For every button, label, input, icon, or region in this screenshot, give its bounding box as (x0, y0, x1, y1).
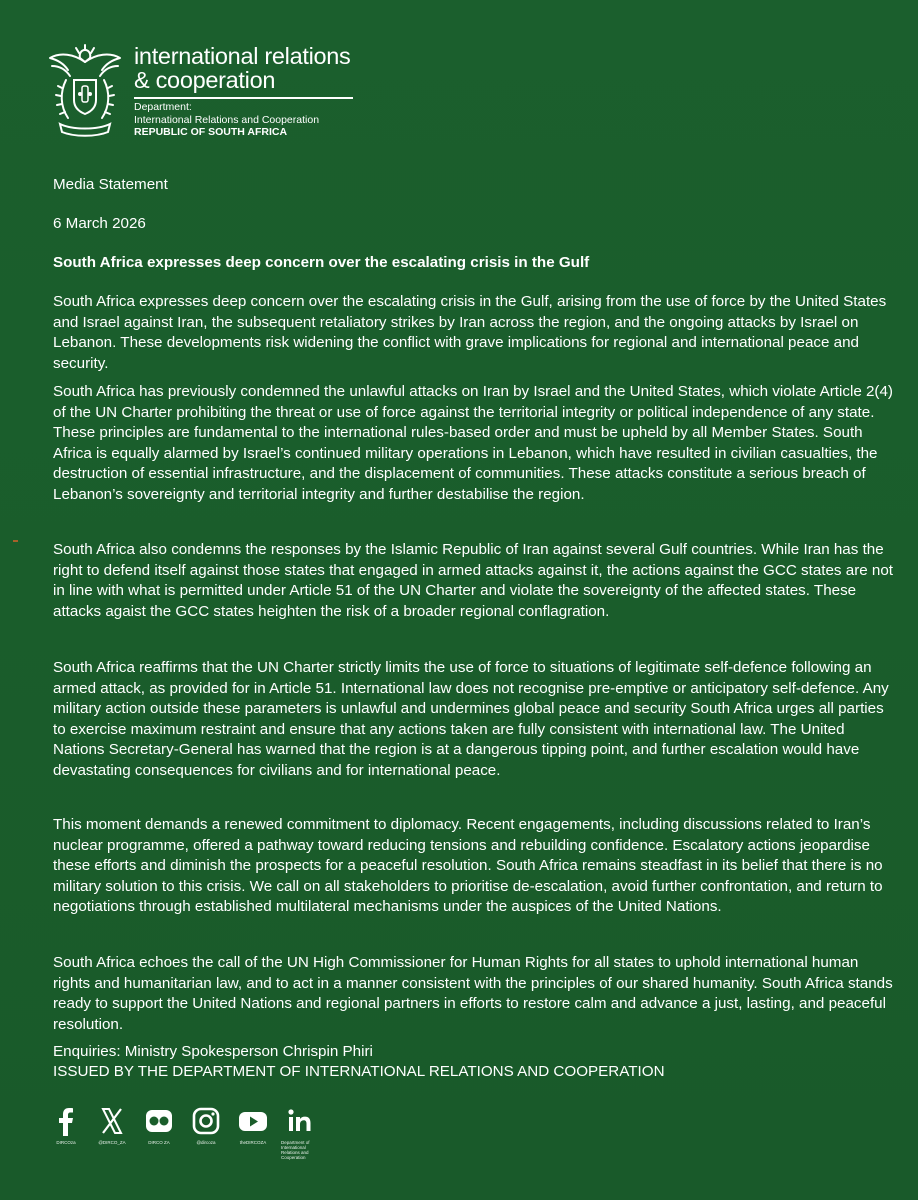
social-youtube[interactable] (230, 1106, 276, 1145)
org-name-line2: & cooperation (134, 67, 276, 93)
social-flickr[interactable] (136, 1106, 182, 1145)
flickr-icon (144, 1106, 174, 1136)
org-name-line1: international relations (134, 43, 351, 69)
coat-of-arms-icon (44, 44, 126, 140)
x-icon (98, 1106, 126, 1136)
header-divider (134, 97, 353, 99)
social-instagram[interactable] (183, 1106, 229, 1145)
instagram-icon (191, 1106, 221, 1136)
social-label: @dircoza (196, 1140, 216, 1145)
statement-headline: South Africa expresses deep concern over the escalating crisis in the Gulf (53, 254, 590, 271)
issued-by-line: ISSUED BY THE DEPARTMENT OF INTERNATIONAL RELATIONS AND COOPERATION (53, 1063, 665, 1080)
social-label: DIRCOza (56, 1140, 76, 1145)
paragraph: South Africa has previously condemned the unlawful attacks on Iran by Israel and the United States, which violate Article 2(4) of the UN Charter prohibiting the threat or use of force against the territorial integrity or political independence of any state. These principles are fundamental to the international rules-based order and must be upheld by all Member States. South Africa is equally alarmed by Israel’s continued military operations in Lebanon, which have resulted in civilian casualties, the destruction of essential infrastructure, and the displacement of communities. These attacks constitute a serious breach of Lebanon’s sovereignty and territorial integrity and further destabilise the region. (53, 383, 893, 503)
dept-label: Department: (134, 101, 192, 113)
paragraph: South Africa reaffirms that the UN Charter strictly limits the use of force to situations of legitimate self-defence following an armed attack, as provided for in Article 51. International law does not recognise pre-emptive or anticipatory self-defence. Any military action outside these parameters is unlawful and undermines global peace and security South Africa urges all parties to exercise maximum restraint and ensure that any actions taken are fully consistent with international law. The United Nations Secretary-General has warned that the region is at a dangerous tipping point, and further escalation would have devastating consequences for civilians and for international peace. (53, 659, 889, 779)
social-label: DIRCO ZA (148, 1140, 170, 1145)
social-media-bar (52, 1106, 322, 1160)
paragraph: South Africa expresses deep concern over the escalating crisis in the Gulf, arising from the use of force by the United States and Israel against Iran, the subsequent retaliatory strikes by Iran across the region, and the ongoing attacks by Israel on Lebanon. These developments risk widening the conflict with grave implications for regional and international peace and security. (53, 293, 887, 372)
statement-date: 6 March 2026 (53, 215, 146, 232)
linkedin-icon (285, 1106, 315, 1136)
social-facebook[interactable] (43, 1106, 89, 1145)
social-x[interactable] (89, 1106, 135, 1145)
country-name: REPUBLIC OF SOUTH AFRICA (134, 126, 288, 138)
dept-name: International Relations and Cooperation (134, 113, 320, 126)
paragraph: South Africa echoes the call of the UN High Commissioner for Human Rights for all states to uphold international human rights and humanitarian law, and to act in a manner consistent with the principles of our shared humanity. South Africa stands ready to support the United Nations and regional partners in efforts to restore calm and advance a just, lasting, and peaceful resolution. (53, 954, 893, 1033)
paragraph: This moment demands a renewed commitment to diplomacy. Recent engagements, including discussions related to Iran’s nuclear programme, offered a pathway toward reducing tensions and rebuilding confidence. Escalatory actions jeopardise these efforts and diminish the prospects for a peaceful resolution. South Africa remains steadfast in its belief that there is no military solution to this crisis. We call on all stakeholders to prioritise de-escalation, avoid further confrontation, and return to negotiations through established multilateral mechanisms under the auspices of the United Nations. (53, 816, 883, 915)
facebook-icon (52, 1106, 80, 1136)
organisation-name (134, 44, 351, 92)
statement-type: Media Statement (53, 176, 168, 193)
enquiries-line: Enquiries: Ministry Spokesperson Chrispin Phiri (53, 1043, 373, 1060)
social-linkedin[interactable] (277, 1106, 323, 1160)
youtube-icon (237, 1106, 269, 1136)
stray-mark (13, 540, 18, 542)
social-label: Department of International Relations and Cooperation (281, 1140, 310, 1160)
dirco-logo-header (44, 40, 364, 140)
department-block (134, 101, 319, 139)
social-label: @DIRCO_ZA (98, 1140, 126, 1145)
paragraph: South Africa also condemns the responses by the Islamic Republic of Iran against several Gulf countries. While Iran has the right to defend itself against those states that engaged in armed attacks against it, the actions against the GCC states are not in line with what is permitted under Article 51 of the UN Charter and violate the sovereignty of the affected states. These attacks agaist the GCC states heighten the risk of a broader regional conflagration. (53, 541, 894, 620)
social-label: theDIRCOZA (239, 1140, 267, 1145)
